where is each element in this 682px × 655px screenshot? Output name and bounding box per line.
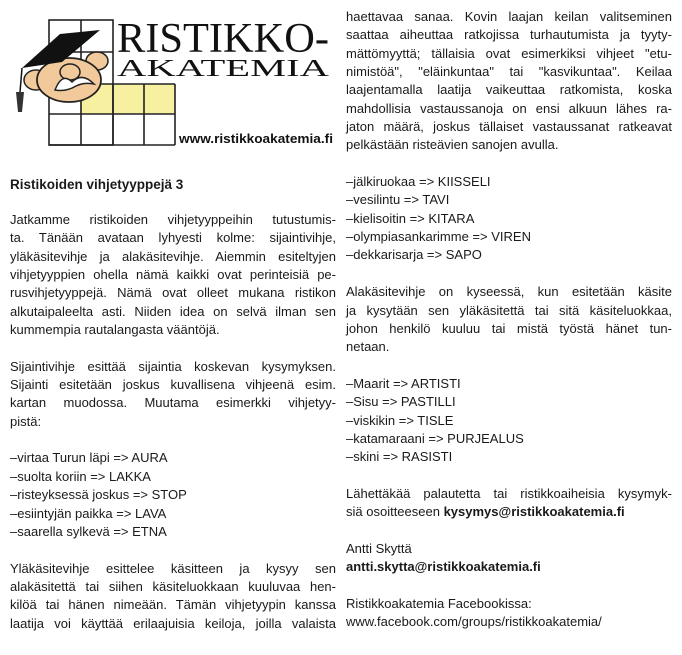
author-block: [346, 540, 672, 577]
text-line: Jatkamme ristikoiden vihjetyyppeihin tutustumis-: [10, 212, 336, 227]
text-line: Alakäsitevihje on kyseessä, kun esitetään käsite: [346, 284, 672, 300]
logo-graphic: [0, 0, 340, 160]
text-line: ta. Tänään avataan lyhyesti kolme: sijaintivihje,: [10, 230, 336, 246]
text-line: jaton määrä, joskus tällaiset vastaussanat ratkeavat: [346, 119, 672, 135]
list-item: –dekkarisarja => SAPO: [346, 247, 482, 263]
text-line: alakäsitettä tai siihen käsiteluokkaan kuuluvaa hen-: [10, 578, 336, 594]
list-item: –risteyksessä joskus => STOP: [10, 487, 187, 503]
list-item: –katamaraani => PURJEALUS: [346, 430, 524, 446]
paragraph: [10, 560, 336, 633]
article-right-column: [346, 8, 672, 650]
list-item: –jälkiruokaa => KIISSELI: [346, 174, 491, 190]
text-line: laatija voi käyttää erilaajuisia keiloja, joilla valaista: [10, 615, 336, 631]
text-line: saattaa aiheuttaa ratkojissa turhautumista ja tyyty-: [346, 27, 672, 43]
text-line: mahdollisia vastaussanoja on ensi alkuun lähes ra-: [346, 100, 672, 116]
text-line: Sijaintivihje esittää sijaintia koskevan kysymyksen.: [10, 358, 336, 374]
example-list: [10, 449, 336, 541]
list-item: –kielisoitin => KITARA: [346, 210, 475, 226]
text-line: haettavaa sanaa. Kovin laajan keilan valitseminen: [346, 9, 672, 24]
svg-text:AKATEMIA: AKATEMIA: [117, 56, 331, 82]
facebook-url-link[interactable]: www.facebook.com/groups/ristikkoakatemia/: [346, 614, 602, 630]
list-item: –vesilintu => TAVI: [346, 192, 450, 208]
text-line: laajentamalla laatija vaikeuttaa ratkomista, koska: [346, 82, 672, 98]
list-item: –skini => RASISTI: [346, 449, 453, 465]
example-list: [346, 173, 672, 265]
article-title: Ristikoiden vihjetyyppejä 3: [10, 177, 184, 192]
feedback-paragraph: [346, 485, 672, 522]
paragraph: [10, 211, 336, 339]
text-line: yläkäsitevihje ja alakäsitevihje. Aiemmin esiteltyjen: [10, 248, 336, 264]
text-line: kilöä tai hänen nimeään. Tämän vihjetyypin kanssa: [10, 597, 336, 613]
text-line: alkutaipaleelta asti. Niiden idea on selvä ilman sen: [10, 303, 336, 319]
text-line: kartan muodossa. Muutama esimerkki vihjetyy-: [10, 395, 336, 411]
svg-text:RISTIKKO-: RISTIKKO-: [117, 16, 329, 62]
text-line: mättömyyttä; tällaisia ovat esimerkiksi vihjeet "etu-: [346, 45, 672, 61]
facebook-label: Ristikkoakatemia Facebookissa:: [346, 596, 532, 611]
text-line: rusvihjetyyppejä. Nämä ovat olleet mukana ristikon: [10, 285, 336, 301]
paragraph: [346, 8, 672, 155]
text-line: [346, 503, 672, 521]
text-span: siä osoitteeseen: [346, 504, 444, 520]
article-left-column: [10, 176, 336, 651]
feedback-email-link[interactable]: kysymys@ristikkoakatemia.fi: [443, 504, 625, 520]
list-item: –viskikin => TISLE: [346, 412, 454, 428]
author-name: Antti Skyttä: [346, 540, 412, 556]
ristikkoakatemia-logo: [0, 0, 340, 160]
list-item: –Maarit => ARTISTI: [346, 375, 461, 391]
text-line: pistä:: [10, 413, 42, 429]
paragraph: [10, 358, 336, 431]
text-line: vihjetyyppien ohella nämä kaikki ovat perinteisiä pe-: [10, 267, 336, 283]
text-line: netaan.: [346, 339, 390, 355]
text-line: Lähettäkää palautetta tai ristikkoaiheisia kysymyk-: [346, 485, 672, 501]
list-item: –Sisu => PASTILLI: [346, 394, 456, 410]
text-line: ja kysytään sen yläkäsitettä tai sitä käsiteluokkaa,: [346, 302, 672, 318]
list-item: –virtaa Turun läpi => AURA: [10, 450, 168, 466]
list-item: –saarella sylkevä => ETNA: [10, 523, 167, 539]
svg-text:www.ristikkoakatemia.fi: www.ristikkoakatemia.fi: [177, 131, 333, 146]
text-line: pelkästään risteävien sanojen avulla.: [346, 137, 559, 153]
list-item: –esiintyjän paikka => LAVA: [10, 505, 167, 521]
text-line: Yläkäsitevihje esittelee käsitteen ja kysyy sen: [10, 560, 336, 576]
list-item: –olympiasankarimme => VIREN: [346, 229, 531, 245]
author-email-link[interactable]: antti.skytta@ristikkoakatemia.fi: [346, 559, 541, 575]
text-line: johon henkilö kuuluu tai mistä työstä hänet tun-: [346, 320, 672, 336]
facebook-block: [346, 595, 672, 632]
example-list: [346, 375, 672, 467]
text-line: Sijainti esitetään joskus kuvallisena vihjeenä esim.: [10, 377, 336, 393]
list-item: –suolta koriin => LAKKA: [10, 468, 151, 484]
paragraph: [346, 283, 672, 356]
text-line: nimistöä", "eläinkuntaa" tai "kasvikuntaa". Keilaa: [346, 64, 672, 80]
text-line: kummempia rautalangasta vääntöjä.: [10, 322, 220, 338]
